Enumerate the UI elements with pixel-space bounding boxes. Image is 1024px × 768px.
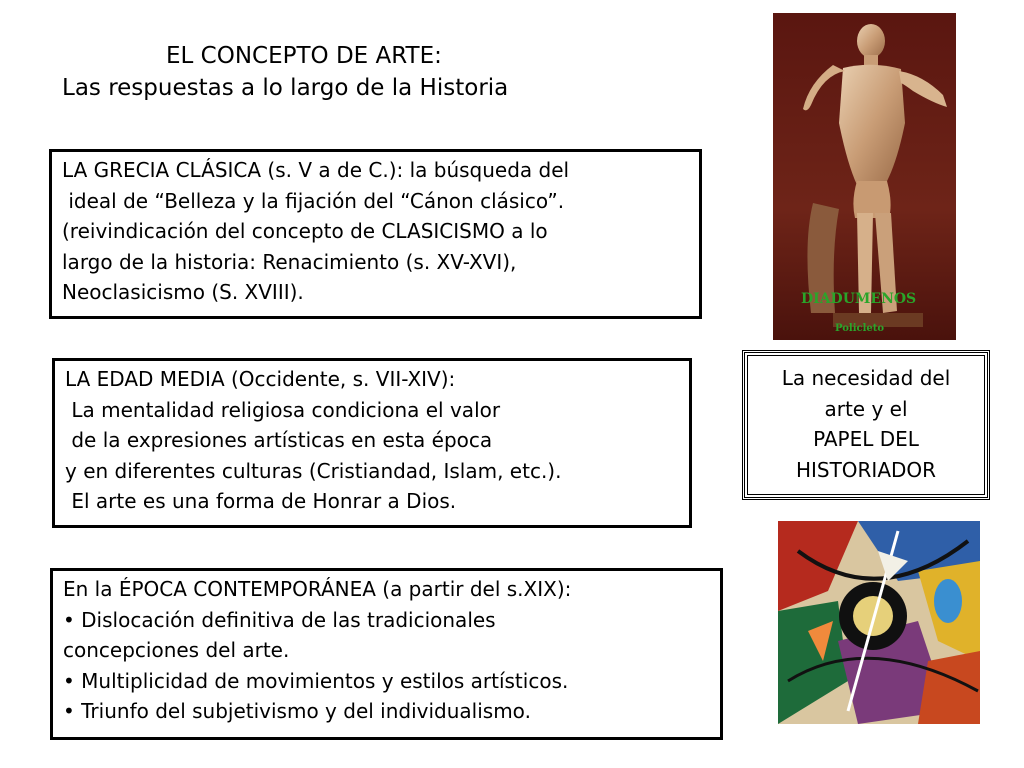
box-line: LA EDAD MEDIA (Occidente, s. VII-XIV): [65, 367, 456, 391]
box-line: • Multiplicidad de movimientos y estilos artísticos. [63, 668, 569, 693]
box-line: de la expresiones artísticas en esta época [65, 428, 493, 452]
box-line: • Triunfo del subjetivismo y del individualismo. [63, 699, 531, 723]
box-edad-media [52, 358, 692, 528]
statue-image [773, 13, 956, 340]
title-line-2: Las respuestas a lo largo de la Historia [62, 75, 509, 101]
box-line: En la ÉPOCA CONTEMPORÁNEA (a partir del s.XIX): [63, 577, 572, 601]
box-line: La mentalidad religiosa condiciona el valor [65, 397, 501, 422]
box-line: • Dislocación definitiva de las tradicionales [63, 607, 496, 632]
side-line: PAPEL DEL [813, 427, 919, 451]
side-line: arte y el [824, 396, 908, 421]
statue-caption-author: Policleto [835, 323, 885, 334]
box-line: ideal de “Belleza y la fijación del “Cánon clásico”. [62, 188, 565, 213]
box-line: El arte es una forma de Honrar a Dios. [65, 489, 457, 513]
abstract-painting-image [778, 521, 980, 724]
box-grecia-clasica [49, 149, 702, 319]
box-line: y en diferentes culturas (Cristiandad, Islam, etc.). [65, 458, 562, 483]
title-line-1: EL CONCEPTO DE ARTE: [166, 43, 442, 69]
slide-title [62, 40, 622, 104]
box-line: Neoclasicismo (S. XVIII). [62, 280, 304, 304]
box-epoca-contemporanea [50, 568, 723, 740]
side-line: HISTORIADOR [795, 457, 937, 482]
box-line: concepciones del arte. [63, 638, 290, 662]
box-line: LA GRECIA CLÁSICA (s. V a de C.): la búsqueda del [62, 158, 570, 182]
box-line: (reivindicación del concepto de CLASICISMO a lo [62, 219, 548, 243]
historian-role-box [742, 350, 990, 500]
side-line: La necesidad del [781, 366, 951, 390]
statue-caption: DIADUMENOS [801, 291, 917, 307]
box-line: largo de la historia: Renacimiento (s. XV-XVI), [62, 249, 517, 274]
